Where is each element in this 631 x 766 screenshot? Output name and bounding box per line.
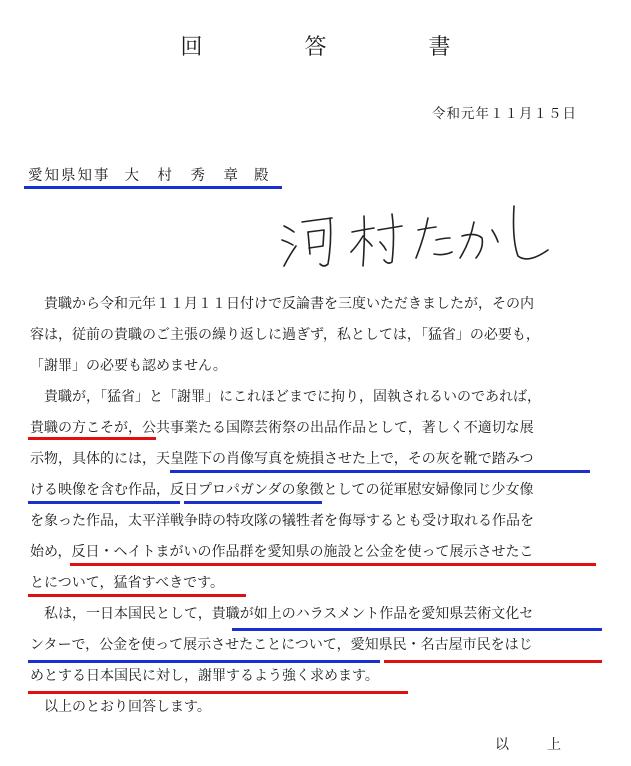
- addressee-underline: [24, 186, 282, 189]
- text-line: 私は，一日本国民として，貴職が如上のハラスメント作品を愛知県芸術文化セ: [44, 606, 534, 622]
- addressee-honorific: 殿: [254, 168, 271, 184]
- emphasis-underline-blue: [170, 470, 590, 473]
- document-body: [30, 289, 610, 723]
- text-line: めとする日本国民に対し，謝罪するよう強く求めます。: [30, 668, 379, 684]
- document-date: 令和元年１１月１５日: [432, 106, 577, 122]
- emphasis-underline-red: [384, 660, 602, 663]
- text-line: ンターで，公金を使って展示させたことについて，愛知県民・名古屋市民をはじ: [30, 637, 533, 653]
- text-line: 以上のとおり回答します。: [44, 699, 211, 715]
- text-line: とについて，猛省すべきです。: [30, 575, 225, 591]
- text-line: 貴職が，「猛省」と「謝罪」にこれほどまでに拘り，固執されるいのであれば，: [44, 389, 541, 405]
- paragraph-1: [30, 289, 610, 382]
- text-line: 貴職の方こそが，公共事業たる国際芸術祭の出品作品として，著しく不適切な展: [30, 420, 534, 436]
- addressee: [28, 164, 271, 185]
- addressee-office: 愛知県知事: [28, 168, 111, 184]
- closing-remark: 以 上: [495, 737, 573, 753]
- paragraph-4: [30, 692, 610, 723]
- emphasis-underline-blue: [28, 660, 380, 663]
- emphasis-underline-red: [28, 691, 408, 694]
- text-line: を象った作品，太平洋戦争時の特攻隊の犠牲者を侮辱するとも受け取れる作品を: [30, 513, 534, 529]
- text-line: 「謝罪」の必要も認めません。: [30, 358, 227, 374]
- handwritten-signature: [278, 196, 578, 276]
- paragraph-3: [30, 599, 610, 692]
- text-line: 容は，従前の貴職のご主張の繰り返しに過ぎず，私としては，「猛省」の必要も，: [30, 327, 540, 343]
- text-line: 始め，反日・ヘイトまがいの作品群を愛知県の施設と公金を使って展示させたこ: [30, 544, 534, 560]
- text-line: ける映像を含む作品，反日プロパガンダの象徴としての従軍慰安婦像同じ少女像: [30, 482, 534, 498]
- addressee-name: 大 村 秀 章: [124, 168, 240, 184]
- emphasis-underline-blue: [184, 501, 322, 504]
- text-line: 示物，具体的には，天皇陛下の肖像写真を焼損させた上で，その灰を靴で踏みつ: [30, 451, 534, 467]
- emphasis-underline-blue: [28, 501, 180, 504]
- emphasis-underline-red: [70, 563, 596, 566]
- emphasis-underline-red: [28, 594, 246, 597]
- emphasis-underline-red: [28, 437, 156, 440]
- text-line: 貴職から令和元年１１月１１日付けで反論書を三度いただきましたが，その内: [44, 296, 534, 312]
- paragraph-2: [30, 382, 610, 599]
- document-title: 回 答 書: [180, 35, 491, 60]
- emphasis-underline-blue: [232, 628, 602, 631]
